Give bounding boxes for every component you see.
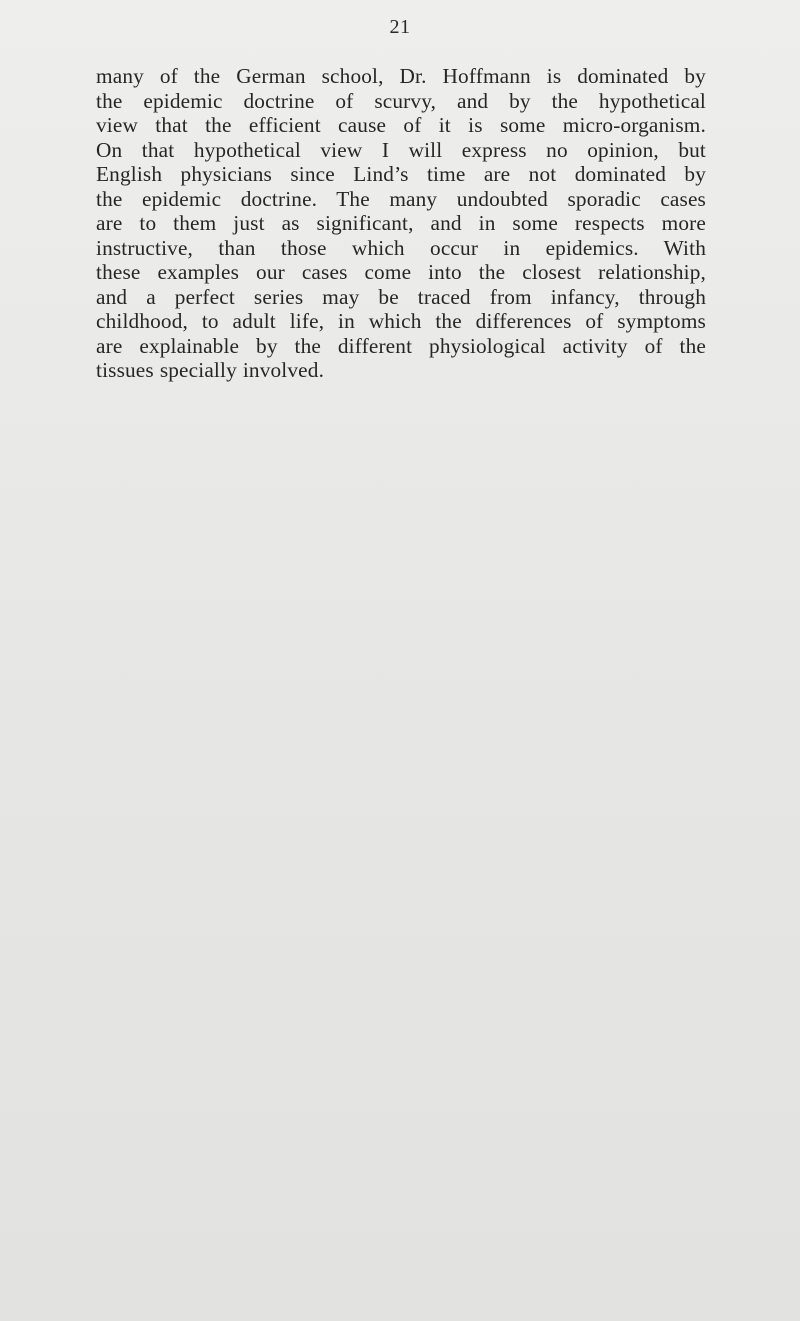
text-line: are to them just as significant, and in some respects more [96, 211, 706, 235]
text-line: many of the German school, Dr. Hoffmann is dominated by [96, 64, 706, 88]
text-line: English physicians since Lind’s time are not dominated by [96, 162, 706, 186]
text-line: instructive, than those which occur in epidemics. With [96, 235, 706, 260]
text-line: these examples our cases come into the closest relationship, [96, 260, 706, 284]
page-number: 21 [389, 16, 411, 38]
text-line: On that hypothetical view I will express no opinion, but [96, 137, 706, 162]
text-line: and a perfect series may be traced from infancy, through [96, 284, 706, 309]
text-line: the epidemic doctrine. The many undoubted sporadic cases [96, 186, 706, 211]
text-line: are explainable by the different physiological activity of the [96, 333, 706, 358]
body-paragraph [96, 64, 706, 383]
text-line: view that the efficient cause of it is some micro-organism. [96, 113, 706, 137]
text-line: childhood, to adult life, in which the differences of symptoms [96, 309, 706, 333]
text-line: the epidemic doctrine of scurvy, and by the hypothetical [96, 88, 706, 113]
text-line: tissues specially involved. [96, 358, 325, 382]
